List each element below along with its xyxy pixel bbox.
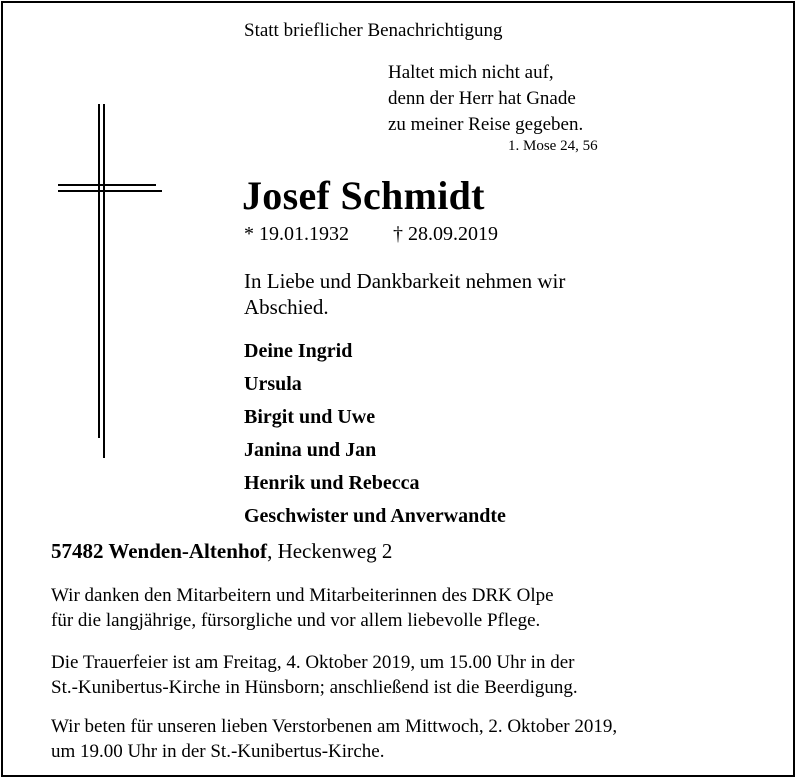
funeral-paragraph — [51, 650, 578, 700]
mourner-name: Birgit und Uwe — [244, 406, 376, 428]
paragraph-line: Die Trauerfeier ist am Freitag, 4. Oktober 2019, um 15.00 Uhr in der — [51, 652, 575, 673]
farewell-text — [244, 268, 565, 320]
verse-line: zu meiner Reise gegeben. — [388, 114, 584, 135]
prayer-paragraph — [51, 714, 617, 764]
deceased-name: Josef Schmidt — [242, 173, 485, 218]
mourners-list — [244, 338, 506, 536]
thanks-paragraph — [51, 583, 554, 633]
mourner-name: Deine Ingrid — [244, 340, 353, 362]
address — [51, 539, 392, 564]
verse-line: denn der Herr hat Gnade — [388, 88, 576, 109]
intro-text: Statt brieflicher Benachrichtigung — [244, 20, 503, 41]
cross-icon — [56, 104, 162, 460]
birth-date: * 19.01.1932 — [244, 223, 349, 245]
paragraph-line: um 19.00 Uhr in der St.-Kunibertus-Kirche. — [51, 741, 385, 762]
mourner-name: Geschwister und Anverwandte — [244, 505, 506, 527]
verse-reference: 1. Mose 24, 56 — [508, 138, 598, 154]
address-street: , Heckenweg 2 — [267, 539, 393, 563]
address-location: 57482 Wenden-Altenhof — [51, 539, 268, 563]
paragraph-line: für die langjährige, fürsorgliche und vor allem liebevolle Pflege. — [51, 610, 541, 631]
bible-verse — [388, 60, 583, 138]
farewell-line: In Liebe und Dankbarkeit nehmen wir — [244, 269, 566, 293]
paragraph-line: St.-Kunibertus-Kirche in Hünsborn; anschließend ist die Beerdigung. — [51, 677, 578, 698]
mourner-name: Henrik und Rebecca — [244, 472, 420, 494]
paragraph-line: Wir beten für unseren lieben Verstorbenen am Mittwoch, 2. Oktober 2019, — [51, 716, 618, 737]
paragraph-line: Wir danken den Mitarbeitern und Mitarbeiterinnen des DRK Olpe — [51, 585, 554, 606]
life-dates — [244, 223, 498, 246]
farewell-line: Abschied. — [244, 295, 329, 319]
mourner-name: Ursula — [244, 373, 302, 395]
mourner-name: Janina und Jan — [244, 439, 377, 461]
death-date: † 28.09.2019 — [393, 223, 498, 245]
verse-line: Haltet mich nicht auf, — [388, 62, 554, 83]
